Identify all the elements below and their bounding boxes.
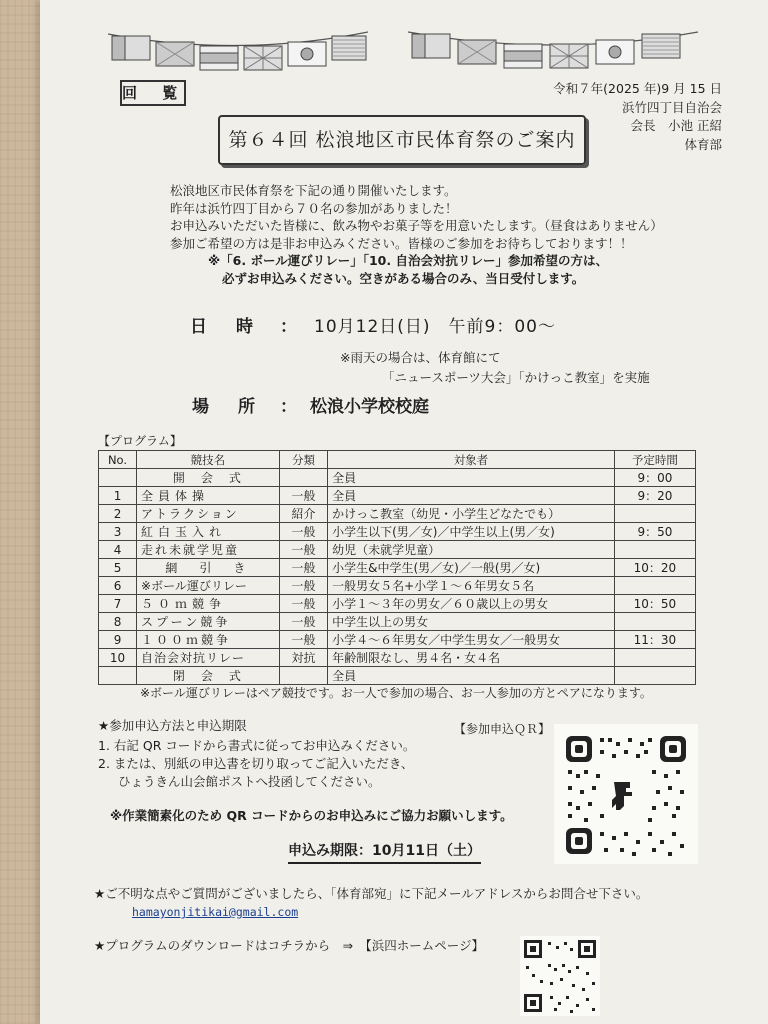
apply-step-3: ひょうきん山会館ポストへ投函してください。: [118, 774, 381, 789]
row-no: 7: [99, 595, 137, 613]
row-event: 走れ未就学児童: [137, 541, 280, 559]
row-category: 一般: [279, 595, 327, 613]
row-event: 紅白玉入れ: [137, 523, 280, 541]
table-row: [99, 523, 696, 541]
row-target: 全員: [328, 487, 615, 505]
row-no: 5: [99, 559, 137, 577]
row-event: 自治会対抗リレー: [137, 649, 280, 667]
row-event: ※ボール運びリレー: [137, 577, 280, 595]
table-header-row: [99, 451, 696, 469]
row-no: 9: [99, 631, 137, 649]
row-time: 10：20: [614, 559, 695, 577]
relay-note-line: ※「6. ボール運びリレー」「10. 自治会対抗リレー」参加希望の方は、: [208, 253, 608, 268]
chairperson: 会長 小池 正紹: [630, 118, 722, 133]
row-no: [99, 667, 137, 685]
row-time: 10：50: [614, 595, 695, 613]
row-category: [279, 667, 327, 685]
row-time: [614, 667, 695, 685]
intro-line: 昨年は浜竹四丁目から７０名の参加がありました！: [170, 200, 458, 216]
row-event: 閉 会 式: [137, 667, 280, 685]
department: 体育部: [684, 136, 722, 152]
row-category: 対抗: [279, 649, 327, 667]
rain-note: ※雨天の場合は、体育館にて: [340, 350, 501, 365]
datetime-label: 日 時: [190, 317, 259, 337]
intro-line: 参加ご希望の方は是非お申込みください。皆様のご参加をお待ちしております！！: [170, 235, 633, 251]
table-row: [99, 559, 696, 577]
application-qr-code[interactable]: [554, 724, 698, 864]
row-time: [614, 505, 695, 523]
pair-note: ※ボール運びリレーはペア競技です。お一人で参加の場合、お一人参加の方とペアになります。: [140, 686, 652, 700]
row-no: [99, 469, 137, 487]
email-link[interactable]: hamayonjitikai@gmail.com: [132, 905, 299, 919]
row-category: 一般: [279, 523, 327, 541]
program-label: 【プログラム】: [98, 434, 182, 448]
circular-label: 回 覧: [120, 80, 186, 106]
inquiry-text: ★ご不明な点やご質問がございましたら、「体育部宛」に下記メールアドレスからお問合せ下さい。: [94, 886, 649, 901]
rain-note-events: 「ニュースポーツ大会」「かけっこ教室」を実施: [382, 370, 650, 385]
venue-colon: ：: [280, 397, 297, 417]
row-target: 小学生以下(男／女)／中学生以上(男／女): [328, 523, 615, 541]
row-target: 年齢制限なし、男４名・女４名: [328, 649, 615, 667]
flag-bunting-left: [108, 28, 368, 76]
homepage-qr-code[interactable]: [520, 936, 600, 1016]
row-category: 一般: [279, 631, 327, 649]
row-time: [614, 577, 695, 595]
program-table: [98, 450, 696, 685]
row-category: [279, 469, 327, 487]
table-row: [99, 505, 696, 523]
row-target: かけっこ教室（幼児・小学生どなたでも）: [328, 505, 615, 523]
row-category: 紹介: [279, 505, 327, 523]
row-category: 一般: [279, 613, 327, 631]
download-text: ★プログラムのダウンロードはコチラから ⇒ 【浜四ホームページ】: [94, 938, 485, 953]
row-time: 9：50: [614, 523, 695, 541]
relay-note-line: 必ずお申込みください。空きがある場合のみ、当日受付します。: [222, 270, 585, 286]
col-header-time: 予定時間: [614, 451, 695, 469]
row-category: 一般: [279, 577, 327, 595]
issue-date: 令和７年(2025 年)9 月 15 日: [553, 81, 722, 96]
row-event: 全員体操: [137, 487, 280, 505]
table-row: [99, 541, 696, 559]
row-no: 10: [99, 649, 137, 667]
table-row: [99, 595, 696, 613]
col-header-name: 競技名: [137, 451, 280, 469]
row-time: [614, 613, 695, 631]
qr-label: 【参加申込ＱＲ】: [454, 722, 551, 736]
table-row: [99, 631, 696, 649]
col-header-no: No.: [99, 451, 137, 469]
row-event: アトラクション: [137, 505, 280, 523]
row-time: 11：30: [614, 631, 695, 649]
notice-sheet: [40, 0, 768, 1024]
row-category: 一般: [279, 541, 327, 559]
table-row: [99, 649, 696, 667]
row-target: 小学１～３年の男女／６０歳以上の男女: [328, 595, 615, 613]
row-category: 一般: [279, 487, 327, 505]
apply-step-2: 2. または、別紙の申込書を切り取ってご記入いただき、: [98, 756, 414, 771]
table-row: [99, 667, 696, 685]
row-time: [614, 649, 695, 667]
row-no: 2: [99, 505, 137, 523]
intro-line: お申込みいただいた皆様に、飲み物やお菓子等を用意いたします。（昼食はありません）: [170, 218, 663, 233]
row-no: 6: [99, 577, 137, 595]
row-category: 一般: [279, 559, 327, 577]
intro-line: 松浪地区市民体育祭を下記の通り開催いたします。: [170, 183, 457, 198]
page-title: 第６４回 松浪地区市民体育祭のご案内: [218, 115, 586, 165]
row-time: 9：00: [614, 469, 695, 487]
organization: 浜竹四丁目自治会: [621, 99, 722, 115]
row-no: 3: [99, 523, 137, 541]
flag-bunting-right: [408, 28, 698, 76]
qr-request-note: ※作業簡素化のため QR コードからのお申込みにご協力お願いします。: [110, 808, 513, 823]
datetime-colon: ：: [280, 317, 297, 337]
row-target: 全員: [328, 469, 615, 487]
datetime-value: 10月12日(日) 午前9：00～: [314, 317, 556, 337]
table-row: [99, 577, 696, 595]
row-target: 小学生&中学生(男／女)／一般(男／女): [328, 559, 615, 577]
intro-text: [170, 182, 663, 287]
row-event: １００ｍ競争: [137, 631, 280, 649]
row-event: スプーン競争: [137, 613, 280, 631]
row-event: ５０ｍ競争: [137, 595, 280, 613]
col-header-category: 分類: [279, 451, 327, 469]
row-target: 中学生以上の男女: [328, 613, 615, 631]
table-row: [99, 469, 696, 487]
col-header-target: 対象者: [328, 451, 615, 469]
row-target: 全員: [328, 667, 615, 685]
table-row: [99, 487, 696, 505]
row-no: 4: [99, 541, 137, 559]
deadline: 申込み期限：10月11日（土）: [288, 840, 481, 864]
venue-value: 松浪小学校校庭: [310, 397, 429, 417]
apply-heading: ★参加申込方法と申込期限: [98, 718, 247, 733]
apply-step-1: 1. 右記 QR コードから書式に従ってお申込みください。: [98, 738, 416, 753]
venue-label: 場 所: [192, 397, 261, 417]
row-target: 一般男女５名+小学１～６年男女５名: [328, 577, 615, 595]
row-time: 9：20: [614, 487, 695, 505]
row-no: 1: [99, 487, 137, 505]
row-time: [614, 541, 695, 559]
row-target: 幼児（未就学児童）: [328, 541, 615, 559]
table-row: [99, 613, 696, 631]
row-target: 小学４～６年男女／中学生男女／一般男女: [328, 631, 615, 649]
row-event: 開 会 式: [137, 469, 280, 487]
row-no: 8: [99, 613, 137, 631]
row-event: 網 引 き: [137, 559, 280, 577]
